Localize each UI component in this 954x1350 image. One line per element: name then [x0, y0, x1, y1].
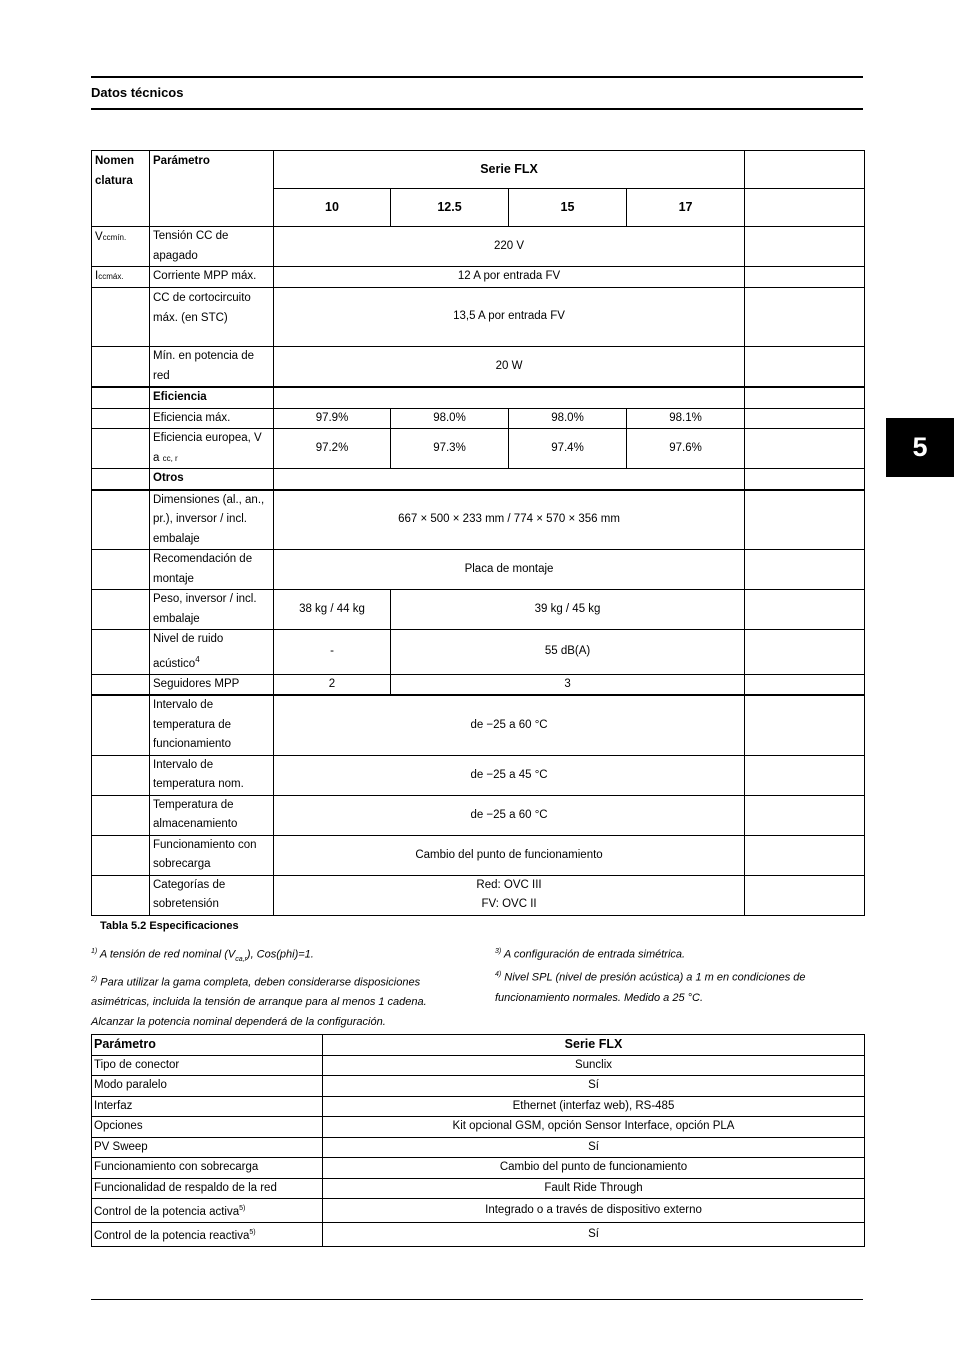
table-row [92, 674, 865, 695]
value-cell: Red: OVC III FV: OVC II [274, 875, 745, 915]
empty-cell [745, 795, 865, 835]
param-cell: Categorías de sobretensión [150, 875, 274, 915]
symbol-cell [92, 408, 150, 429]
param-cell: Control de la potencia activa$^{5)}$ [92, 1199, 323, 1223]
empty-cell [274, 387, 745, 408]
param-cell: Nivel de ruido acústico$^4$ [150, 630, 274, 675]
symbol-cell [92, 469, 150, 490]
value-cell: de −25 a 60 °C [274, 695, 745, 755]
options-param-header: Parámetro [92, 1035, 323, 1056]
value-cell: 98.0% [391, 408, 509, 429]
table-row [92, 227, 865, 267]
model-header-12-5: 12.5 [391, 189, 509, 227]
symbol-cell [92, 875, 150, 915]
param-cell: Dimensiones (al., an., pr.), inversor / incl. embalaje [150, 490, 274, 550]
param-cell: Corriente MPP máx. [150, 267, 274, 288]
table-row [92, 1158, 865, 1179]
empty-cell [745, 630, 865, 675]
value-cell: 98.0% [509, 408, 627, 429]
empty-cell [745, 408, 865, 429]
empty-cell [745, 227, 865, 267]
value-cell: Placa de montaje [274, 550, 745, 590]
value-cell: 55 dB(A) [391, 630, 745, 675]
value-cell: 97.2% [274, 429, 391, 469]
chapter-tab: 5 [886, 418, 954, 477]
table-row [92, 429, 865, 469]
value-cell: de −25 a 60 °C [274, 795, 745, 835]
param-cell: Seguidores MPP [150, 674, 274, 695]
footnote-2: $^{2)}$ Para utilizar la gama completa, deben considerarse disposiciones asimétricas, incluida la tensión de arranque para al menos 1 cadena. Alcanzar la potencia nominal dependerá de la configuración. [91, 975, 427, 1028]
section-row [92, 469, 865, 490]
param-cell: CC de cortocircuito máx. (en STC) [150, 288, 274, 347]
series-header: Serie FLX [274, 151, 745, 189]
symbol-cell [92, 490, 150, 550]
model-header-15: 15 [509, 189, 627, 227]
footnotes-right [495, 942, 863, 1009]
empty-cell [745, 490, 865, 550]
table-row [92, 835, 865, 875]
param-cell: Peso, inversor / incl. embalaje [150, 590, 274, 630]
symbol-cell: Iccmáx. [92, 267, 150, 288]
param-cell: Intervalo de temperatura nom. [150, 755, 274, 795]
symbol-cell [92, 674, 150, 695]
col-nomenclatura-header: Nomen clatura [92, 151, 150, 227]
header-bottom-rule [91, 108, 863, 110]
symbol-cell [92, 429, 150, 469]
symbol-cell [92, 347, 150, 388]
table-row [92, 630, 865, 675]
model-header-17: 17 [627, 189, 745, 227]
param-cell: Funcionalidad de respaldo de la red [92, 1178, 323, 1199]
empty-cell [274, 469, 745, 490]
value-cell: Cambio del punto de funcionamiento [274, 835, 745, 875]
value-cell: 2 [274, 674, 391, 695]
table-row [92, 755, 865, 795]
table-row [92, 267, 865, 288]
footnote-4: $^{4)}$ Nivel SPL (nivel de presión acústica) a 1 m en condiciones de funcionamiento normales. Medido a 25 °C. [495, 971, 806, 1004]
value-cell: Ethernet (interfaz web), RS-485 [323, 1096, 865, 1117]
param-cell: Temperatura de almacenamiento [150, 795, 274, 835]
empty-cell [745, 387, 865, 408]
empty-cell [745, 151, 865, 189]
param-cell: Modo paralelo [92, 1076, 323, 1097]
param-cell: Interfaz [92, 1096, 323, 1117]
value-cell: Fault Ride Through [323, 1178, 865, 1199]
empty-cell [745, 674, 865, 695]
section-label-eficiencia: Eficiencia [150, 387, 274, 408]
table-row [92, 1137, 865, 1158]
table-row [92, 695, 865, 755]
value-cell: Kit opcional GSM, opción Sensor Interface, opción PLA [323, 1117, 865, 1138]
param-cell: Eficiencia máx. [150, 408, 274, 429]
table-row [92, 347, 865, 388]
symbol-cell [92, 755, 150, 795]
section-row [92, 387, 865, 408]
table-row [92, 288, 865, 347]
table-row [92, 1178, 865, 1199]
value-cell: 97.4% [509, 429, 627, 469]
value-cell: 220 V [274, 227, 745, 267]
table-row [92, 1096, 865, 1117]
value-cell: Sunclix [323, 1055, 865, 1076]
footnote-3: $^{3)}$ A configuración de entrada simétrica. [495, 948, 686, 961]
symbol-cell [92, 590, 150, 630]
value-cell: 20 W [274, 347, 745, 388]
table-row [92, 490, 865, 550]
param-cell: Opciones [92, 1117, 323, 1138]
empty-cell [745, 347, 865, 388]
param-cell: Tipo de conector [92, 1055, 323, 1076]
value-cell: 13,5 A por entrada FV [274, 288, 745, 347]
value-cell: Sí [323, 1076, 865, 1097]
empty-cell [745, 550, 865, 590]
symbol-cell [92, 795, 150, 835]
table-row [92, 795, 865, 835]
param-cell: Control de la potencia reactiva$^{5)}$ [92, 1222, 323, 1246]
options-series-header: Serie FLX [323, 1035, 865, 1056]
table-row [92, 875, 865, 915]
value-cell: Sí [323, 1222, 865, 1246]
symbol-cell [92, 835, 150, 875]
footnote-1: $^{1)}$ A tensión de red nominal $(V_{ca,r})$, Cos(phi)=1. [91, 948, 314, 963]
table-row [92, 1199, 865, 1223]
table-row [92, 1076, 865, 1097]
value-cell: 667 × 500 × 233 mm / 774 × 570 × 356 mm [274, 490, 745, 550]
param-cell: Funcionamiento con sobrecarga [150, 835, 274, 875]
empty-cell [745, 875, 865, 915]
table-row [92, 590, 865, 630]
options-header-row [92, 1035, 865, 1056]
param-cell: Tensión CC de apagado [150, 227, 274, 267]
value-cell: Cambio del punto de funcionamiento [323, 1158, 865, 1179]
empty-cell [745, 695, 865, 755]
symbol-cell [92, 550, 150, 590]
options-table [91, 1034, 865, 1247]
param-cell: PV Sweep [92, 1137, 323, 1158]
model-header-10: 10 [274, 189, 391, 227]
value-cell: - [274, 630, 391, 675]
footnotes-left [91, 942, 463, 1033]
empty-cell [745, 590, 865, 630]
empty-cell [745, 469, 865, 490]
param-cell: Mín. en potencia de red [150, 347, 274, 388]
symbol-cell: Vccmín. [92, 227, 150, 267]
value-cell: 97.6% [627, 429, 745, 469]
param-cell: Recomendación de montaje [150, 550, 274, 590]
empty-cell [745, 189, 865, 227]
symbol-cell [92, 288, 150, 347]
table-row [92, 1117, 865, 1138]
table-row [92, 408, 865, 429]
value-cell: 97.9% [274, 408, 391, 429]
specifications-table [91, 150, 865, 916]
page-header-title: Datos técnicos [91, 85, 184, 100]
table-header-row [92, 151, 865, 189]
param-cell: Intervalo de temperatura de funcionamiento [150, 695, 274, 755]
value-cell: de −25 a 45 °C [274, 755, 745, 795]
table-row [92, 1222, 865, 1246]
value-cell: Sí [323, 1137, 865, 1158]
symbol-cell [92, 387, 150, 408]
table-row [92, 550, 865, 590]
value-cell: 3 [391, 674, 745, 695]
empty-cell [745, 835, 865, 875]
table-row [92, 1055, 865, 1076]
value-cell: 98.1% [627, 408, 745, 429]
empty-cell [745, 288, 865, 347]
param-cell: Funcionamiento con sobrecarga [92, 1158, 323, 1179]
value-cell: 97.3% [391, 429, 509, 469]
value-cell: 39 kg / 45 kg [391, 590, 745, 630]
value-cell: 12 A por entrada FV [274, 267, 745, 288]
value-cell: Integrado o a través de dispositivo externo [323, 1199, 865, 1223]
value-cell: 38 kg / 44 kg [274, 590, 391, 630]
section-label-otros: Otros [150, 469, 274, 490]
footer-rule [91, 1299, 863, 1300]
param-cell: Eficiencia europea, V a cc, r [150, 429, 274, 469]
table-caption: Tabla 5.2 Especificaciones [100, 920, 239, 932]
symbol-cell [92, 630, 150, 675]
empty-cell [745, 429, 865, 469]
empty-cell [745, 755, 865, 795]
symbol-cell [92, 695, 150, 755]
header-top-rule [91, 76, 863, 78]
col-parametro-header: Parámetro [150, 151, 274, 227]
empty-cell [745, 267, 865, 288]
